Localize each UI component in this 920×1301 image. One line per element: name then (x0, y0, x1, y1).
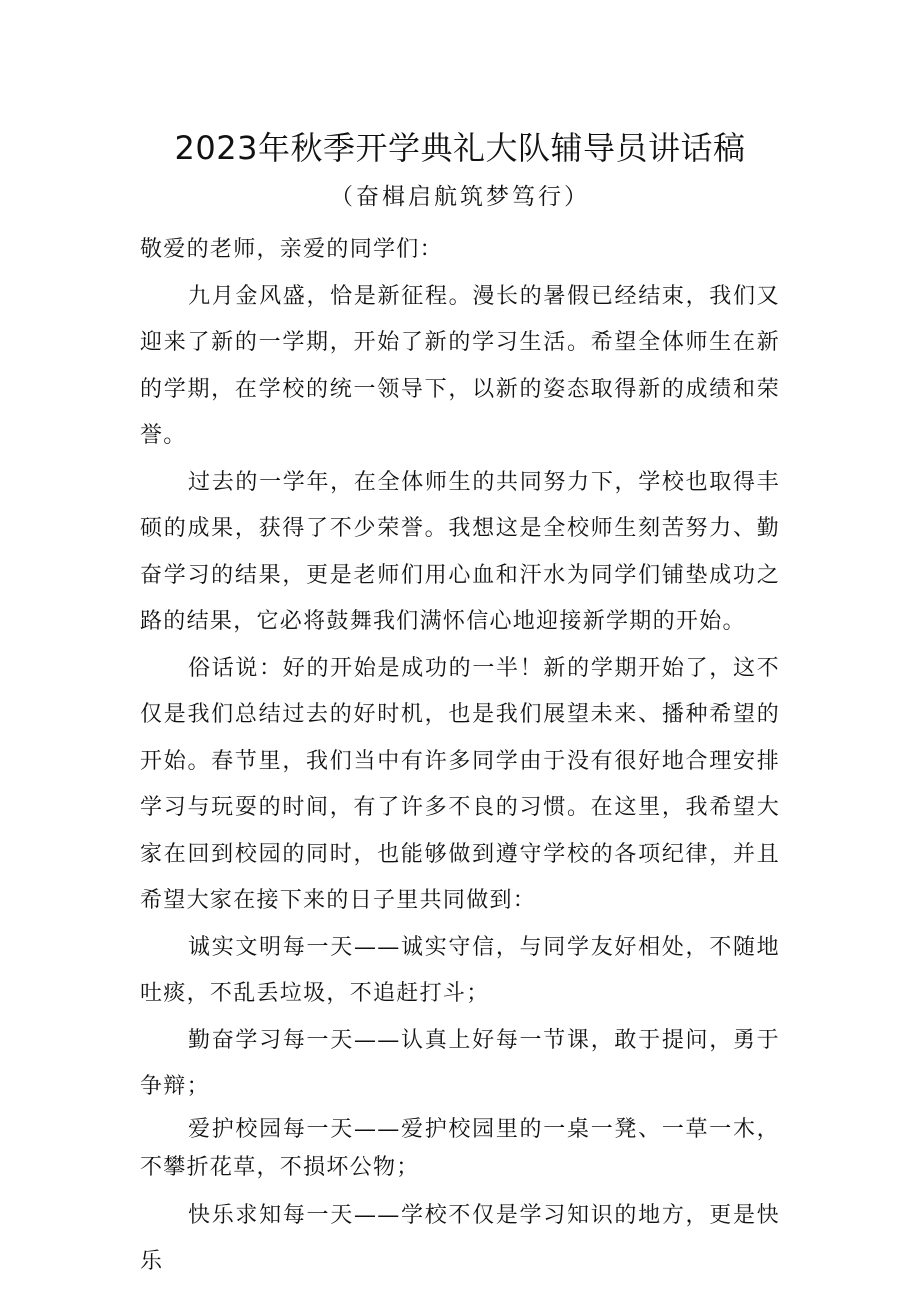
list-item-honesty: 诚实文明每一天——诚实守信，与同学友好相处，不随地吐痰，不乱丢垃圾，不追赶打斗； (140, 934, 780, 1006)
document-subtitle: （奋楫启航筑梦笃行） (330, 184, 590, 210)
paragraph-intro: 九月金风盛，恰是新征程。漫长的暑假已经结束，我们又迎来了新的一学期，开始了新的学习生活。希望全体师生在新的学期，在学校的统一领导下，以新的姿态取得新的成绩和荣誉。 (140, 283, 780, 448)
document-title: 2023年秋季开学典礼大队辅导员讲话稿 (174, 129, 746, 167)
paragraph-new-semester: 俗话说：好的开始是成功的一半！新的学期开始了，这不仅是我们总结过去的好时机，也是我们展望未来、播种希望的开始。春节里，我们当中有许多同学由于没有很好地合理安排学习与玩耍的时间，有了许多不良的习惯。在这里，我希望大家在回到校园的同时，也能够做到遵守学校的各项纪律，并且希望大家在接下来的日子里共同做到： (140, 655, 780, 913)
list-item-joyful-learning: 快乐求知每一天——学校不仅是学习知识的地方，更是快乐 (140, 1202, 780, 1274)
paragraph-review: 过去的一学年，在全体师生的共同努力下，学校也取得丰硕的成果，获得了不少荣誉。我想这是全校师生刻苦努力、勤奋学习的结果，更是老师们用心血和汗水为同学们铺垫成功之路的结果，它必将鼓舞我们满怀信心地迎接新学期的开始。 (140, 469, 780, 634)
greeting: 敬爱的老师，亲爱的同学们： (140, 237, 443, 262)
list-item-diligence: 勤奋学习每一天——认真上好每一节课，敢于提问，勇于争辩； (140, 1027, 780, 1099)
document-body (140, 227, 780, 1286)
list-item-campus-care: 爱护校园每一天——爱护校园里的一桌一凳、一草一木，不攀折花草，不损坏公物； (140, 1116, 780, 1180)
